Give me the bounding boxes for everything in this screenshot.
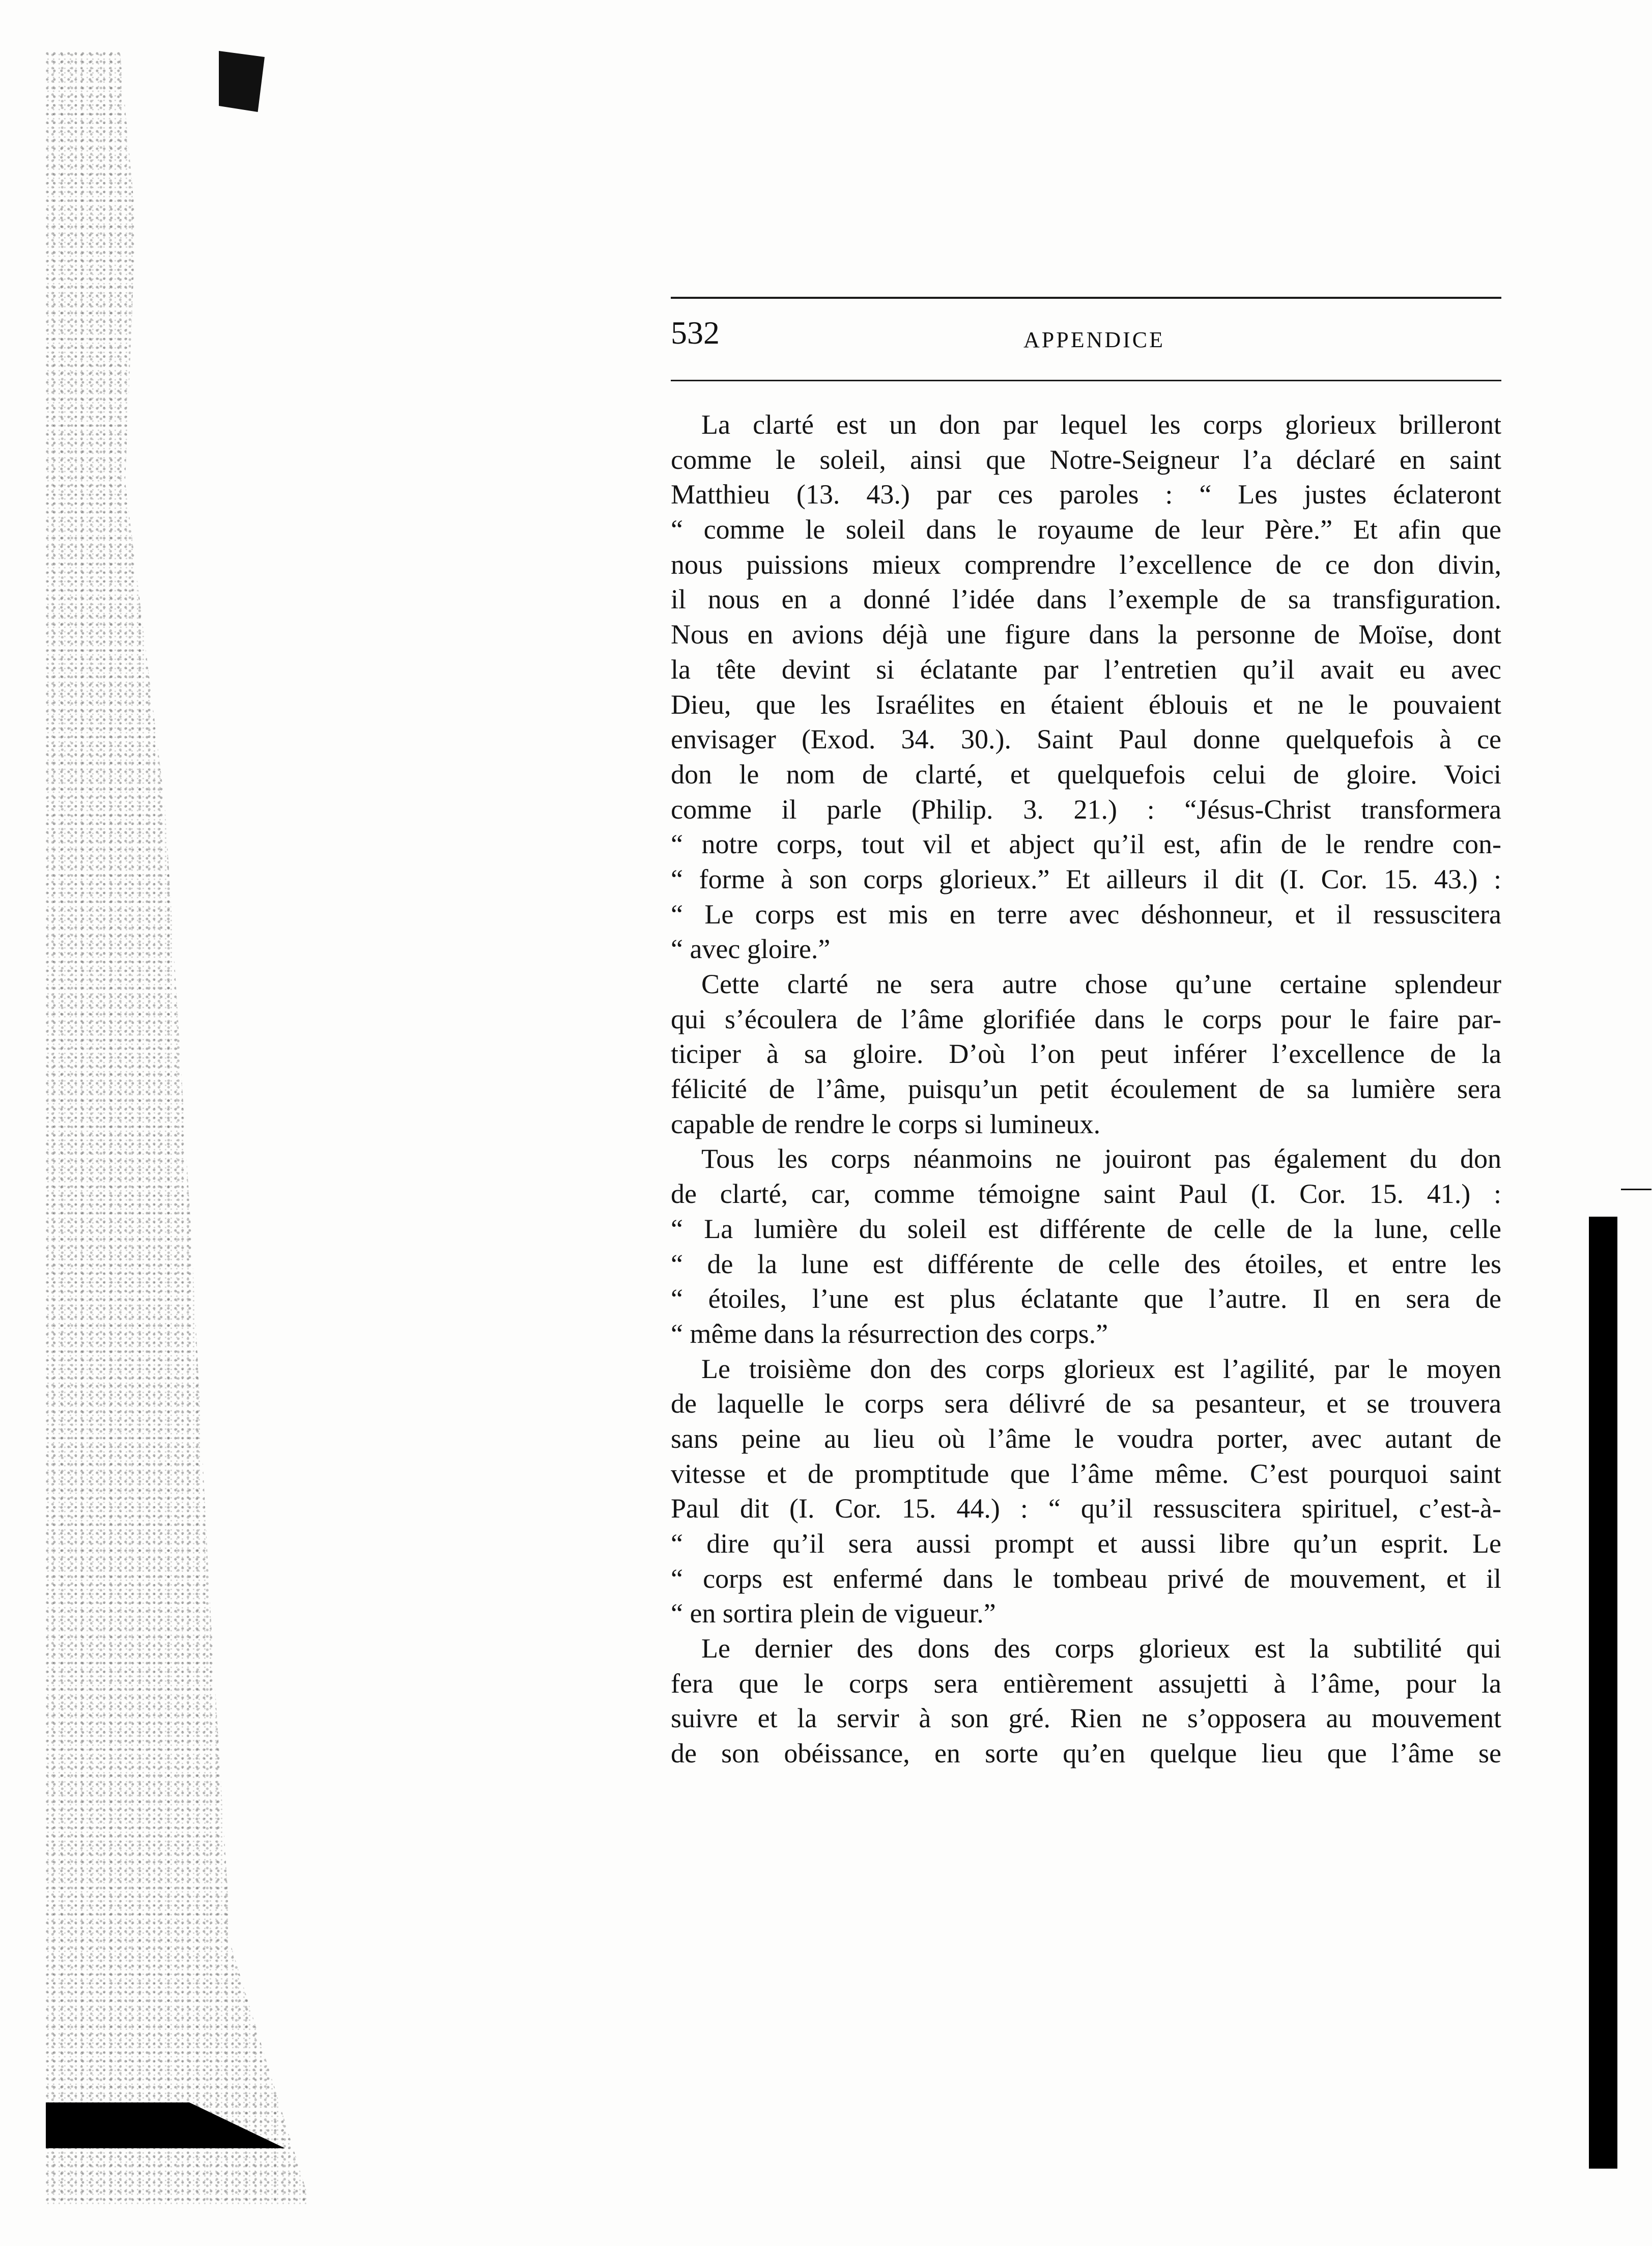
page-number: 532 — [671, 315, 720, 351]
text-line: ticiper à sa gloire. D’où l’on peut inférer l’excellence de la — [671, 1038, 1501, 1070]
text-line: Matthieu (13. 43.) par ces paroles : “ Les justes éclateront — [671, 479, 1501, 510]
text-line: La clarté est un don par lequel les corps glorieux brilleront — [701, 409, 1501, 440]
scan-edge-mark — [219, 51, 265, 112]
text-line: suivre et la servir à son gré. Rien ne s’opposera au mouvement — [671, 1703, 1501, 1734]
text-line: félicité de l’âme, puisqu’un petit écoulement de sa lumière sera — [671, 1074, 1501, 1105]
text-line: de laquelle le corps sera délivré de sa pesanteur, et se trouvera — [671, 1388, 1501, 1419]
text-line: “ forme à son corps glorieux.” Et ailleurs il dit (I. Cor. 15. 43.) : — [671, 863, 1501, 894]
text-line: la tête devint si éclatante par l’entretien qu’il avait eu avec — [671, 654, 1501, 685]
text-line: “ notre corps, tout vil et abject qu’il est, afin de le rendre con- — [671, 829, 1501, 860]
text-line: “ même dans la résurrection des corps.” — [671, 1318, 1108, 1349]
text-line: “ avec gloire.” — [671, 934, 831, 965]
text-line: Paul dit (I. Cor. 15. 44.) : “ qu’il ressuscitera spirituel, c’est-à- — [671, 1493, 1501, 1524]
running-head: APPENDICE — [1023, 327, 1165, 352]
text-line: “ en sortira plein de vigueur.” — [671, 1598, 996, 1629]
text-line: envisager (Exod. 34. 30.). Saint Paul donne quelquefois à ce — [671, 724, 1501, 755]
scan-right-tick — [1621, 1189, 1651, 1190]
text-line: Cette clarté ne sera autre chose qu’une certaine splendeur — [701, 969, 1501, 999]
text-line: “ étoiles, l’une est plus éclatante que l’autre. Il en sera de — [671, 1283, 1501, 1314]
scan-right-shadow — [1589, 1217, 1617, 2169]
scan-edge-noise — [46, 51, 310, 2204]
text-line: Tous les corps néanmoins ne jouiront pas également du don — [701, 1143, 1501, 1174]
body-text — [671, 407, 1501, 1771]
text-line: de son obéissance, en sorte qu’en quelque lieu que l’âme se — [671, 1738, 1501, 1769]
text-line: qui s’écoulera de l’âme glorifiée dans le corps pour le faire par- — [671, 1003, 1501, 1034]
text-line: il nous en a donné l’idée dans l’exemple de sa transfiguration. — [671, 584, 1501, 615]
text-line: capable de rendre le corps si lumineux. — [671, 1108, 1101, 1139]
text-line: “ Le corps est mis en terre avec déshonneur, et il ressuscitera — [671, 899, 1501, 930]
text-line: comme le soleil, ainsi que Notre-Seigneur l’a déclaré en saint — [671, 444, 1501, 475]
text-line: “ corps est enfermé dans le tombeau privé de mouvement, et il — [671, 1563, 1501, 1594]
text-line: fera que le corps sera entièrement assujetti à l’âme, pour la — [671, 1668, 1501, 1699]
text-line: comme il parle (Philip. 3. 21.) : “Jésus-Christ transformera — [671, 794, 1501, 825]
text-line: nous puissions mieux comprendre l’excellence de ce don divin, — [671, 549, 1501, 580]
text-line: “ comme le soleil dans le royaume de leur Père.” Et afin que — [671, 514, 1501, 545]
text-line: “ de la lune est différente de celle des étoiles, et entre les — [671, 1248, 1501, 1279]
header-rule-top — [671, 297, 1501, 299]
text-line: Dieu, que les Israélites en étaient éblouis et ne le pouvaient — [671, 689, 1501, 720]
text-line: sans peine au lieu où l’âme le voudra porter, avec autant de — [671, 1423, 1501, 1454]
text-line: “ dire qu’il sera aussi prompt et aussi libre qu’un esprit. Le — [671, 1528, 1501, 1559]
text-line: vitesse et de promptitude que l’âme même. C’est pourquoi saint — [671, 1458, 1501, 1489]
text-line: Le troisième don des corps glorieux est l’agilité, par le moyen — [701, 1353, 1501, 1384]
text-line: “ La lumière du soleil est différente de celle de la lune, celle — [671, 1213, 1501, 1244]
text-line: de clarté, car, comme témoigne saint Paul (I. Cor. 15. 41.) : — [671, 1178, 1501, 1210]
header-rule-bottom — [671, 380, 1501, 381]
text-line: Nous en avions déjà une figure dans la personne de Moïse, dont — [671, 619, 1501, 650]
text-line: Le dernier des dons des corps glorieux est la subtilité qui — [701, 1633, 1501, 1664]
text-line: don le nom de clarté, et quelquefois celui de gloire. Voici — [671, 759, 1501, 790]
